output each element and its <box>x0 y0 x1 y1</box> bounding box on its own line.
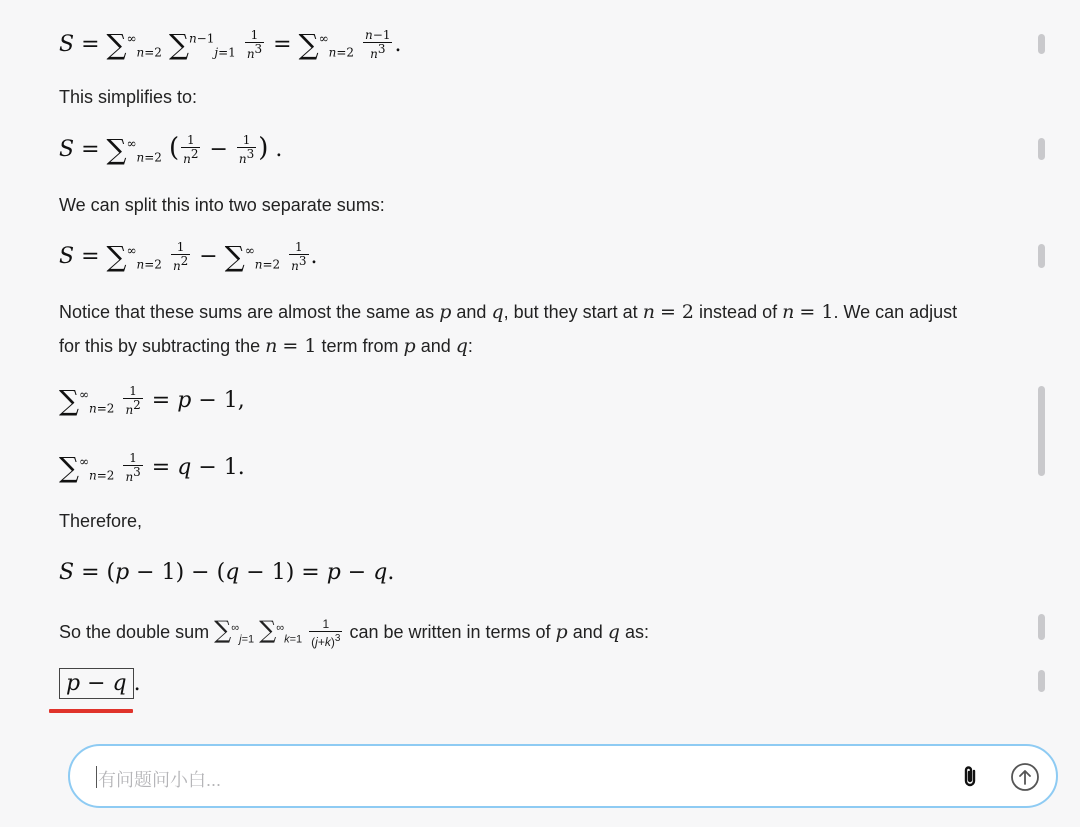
adjust-text-b: term from <box>321 336 399 356</box>
chat-input-box[interactable] <box>68 744 1058 808</box>
math-line-split: $S = \sum^\infty_{n=2}$ $\frac{1}{n^2}$ − $\sum^\infty_{n=2}$ $\frac{1}{n^3}$ . <box>59 240 318 273</box>
adjust-paragraph: for this by subtracting the n = 1 term from p and q: <box>59 335 473 357</box>
split-text: We can split this into two separate sums: <box>59 195 385 215</box>
double-sum-paragraph: So the double sum $\sum^\infty_{j=1}$ $\sum^\infty_{k=1}$ $\frac{1}{(j+k)^3}$ can be written in terms of p and q as: <box>59 616 649 649</box>
double-sum-text-a: So the double sum <box>59 622 210 642</box>
final-answer-text: p − q <box>66 671 127 696</box>
simplifies-text: This simplifies to: <box>59 87 198 107</box>
notice-text-e: . We can adjust <box>833 302 958 322</box>
arrow-up-circle-icon[interactable] <box>1010 762 1040 792</box>
final-answer-box <box>59 668 134 699</box>
final-answer-line: p − q . <box>59 668 141 699</box>
math-scrollbar[interactable] <box>1038 614 1045 640</box>
math-line-q-minus-1: $\sum^\infty_{n=2}$ $\frac{1}{n^3}$ = q − 1. <box>59 451 245 484</box>
therefore-text: Therefore, <box>59 511 143 531</box>
math-scrollbar[interactable] <box>1038 670 1045 692</box>
double-sum-text-b: can be written in terms of <box>349 622 551 642</box>
notice-text-a: Notice that these sums are almost the same as <box>59 302 435 322</box>
math-line-result: S = (p − 1) − (q − 1) = p − q. <box>59 560 395 585</box>
math-line-p-minus-1: $\sum^\infty_{n=2}$ $\frac{1}{n^2}$ = p − 1, <box>59 384 245 417</box>
paperclip-icon[interactable] <box>956 762 986 792</box>
chat-input-placeholder[interactable]: 有问题问小白... <box>98 770 222 790</box>
math-line-simplified: $S = \sum^\infty_{n=2}$ ( $\frac{1}{n^2}$ − $\frac{1}{n^3}$ ) . <box>59 133 283 166</box>
math-scrollbar[interactable] <box>1038 386 1045 476</box>
notice-text-c: , but they start at <box>503 302 638 322</box>
adjust-text-c: and <box>420 336 451 356</box>
double-sum-text-d: as: <box>624 622 649 642</box>
notice-paragraph: Notice that these sums are almost the same as p and q, but they start at n = 2 instead of n = 1. We can adjust <box>59 301 958 323</box>
adjust-text-a: for this by subtracting the <box>59 336 261 356</box>
math-scrollbar[interactable] <box>1038 34 1045 54</box>
math-scrollbar[interactable] <box>1038 138 1045 160</box>
notice-text-d: instead of <box>699 302 778 322</box>
math-scrollbar[interactable] <box>1038 244 1045 268</box>
answer-underline <box>49 709 133 713</box>
text-caret <box>96 766 97 788</box>
notice-text-b: and <box>456 302 487 322</box>
double-sum-text-c: and <box>572 622 603 642</box>
math-line-double-sum: $S = \sum^\infty_{n=2}$ ∑$^{n-1}_{j=1}$ $\frac{1}{n^3}$ = $\sum^\infty_{n=2}$ $\frac{n-1}{n^3}$ . <box>59 28 402 61</box>
